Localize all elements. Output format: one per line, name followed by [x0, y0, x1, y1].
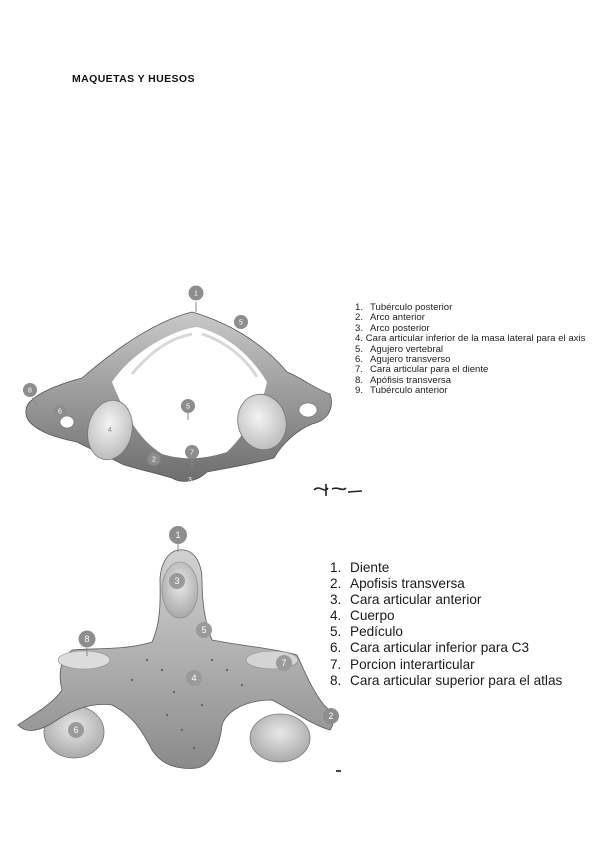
- legend-item: 7. Porcion interarticular: [330, 656, 475, 672]
- axis-legend: [330, 560, 590, 689]
- svg-text:5: 5: [186, 403, 190, 411]
- svg-text:2: 2: [328, 711, 334, 721]
- pin-marker: [148, 453, 161, 466]
- pin-marker: [186, 670, 202, 686]
- stray-mark: [336, 770, 341, 772]
- pin-marker: [276, 655, 292, 671]
- atlas-vertebra-illustration: [12, 282, 342, 497]
- svg-text:2: 2: [152, 456, 156, 464]
- pin-marker: [169, 526, 187, 552]
- legend-item: 4. Cuerpo: [330, 608, 395, 624]
- legend-item: 3. Arco posterior: [355, 322, 430, 334]
- pin-marker: [323, 708, 339, 724]
- legend-item: 9. Tubérculo anterior: [355, 385, 448, 397]
- legend-item: 2. Arco anterior: [355, 312, 425, 324]
- svg-text:5: 5: [201, 625, 207, 635]
- svg-text:8: 8: [28, 387, 32, 395]
- pin-marker: [108, 427, 112, 434]
- pin-marker: [68, 722, 84, 738]
- legend-item: 7. Cara articular para el diente: [355, 364, 489, 376]
- svg-text:3: 3: [188, 477, 192, 484]
- ink-mark: [312, 480, 367, 498]
- pin-marker: [169, 573, 185, 589]
- pin-marker: [189, 286, 204, 313]
- svg-text:7: 7: [281, 658, 287, 668]
- legend-item: 5. Agujero vertebral: [355, 343, 444, 355]
- legend-item: 5. Pedículo: [330, 624, 403, 640]
- page-title: MAQUETAS Y HUESOS: [72, 73, 195, 85]
- legend-item: 6. Cara articular inferior para C3: [330, 640, 530, 656]
- svg-text:4: 4: [191, 673, 197, 683]
- legend-item: 6. Agujero transverso: [355, 354, 451, 366]
- pin-marker: [188, 477, 192, 484]
- legend-item: 4. Cara articular inferior de la masa lateral para el axis: [355, 333, 586, 345]
- svg-text:6: 6: [58, 408, 62, 416]
- pin-marker: [234, 315, 248, 329]
- legend-item: 8. Apófisis transversa: [355, 374, 452, 386]
- svg-text:7: 7: [190, 449, 194, 457]
- legend-item: 3. Cara articular anterior: [330, 592, 482, 608]
- legend-item: 1. Tubérculo posterior: [355, 302, 453, 313]
- svg-text:1: 1: [194, 290, 198, 298]
- pin-marker: [54, 405, 67, 418]
- svg-text:4: 4: [108, 427, 112, 434]
- legend-item: 2. Apofisis transversa: [330, 576, 465, 592]
- atlas-legend: [355, 303, 590, 397]
- svg-text:6: 6: [73, 725, 79, 735]
- legend-item: 8. Cara articular superior para el atlas: [330, 672, 563, 688]
- pin-marker: [196, 622, 212, 638]
- legend-item: 1. Diente: [330, 560, 390, 575]
- svg-text:3: 3: [174, 576, 180, 586]
- svg-text:1: 1: [175, 530, 181, 540]
- axis-vertebra-illustration: [12, 520, 347, 775]
- svg-text:5: 5: [239, 319, 243, 327]
- svg-text:8: 8: [84, 634, 90, 644]
